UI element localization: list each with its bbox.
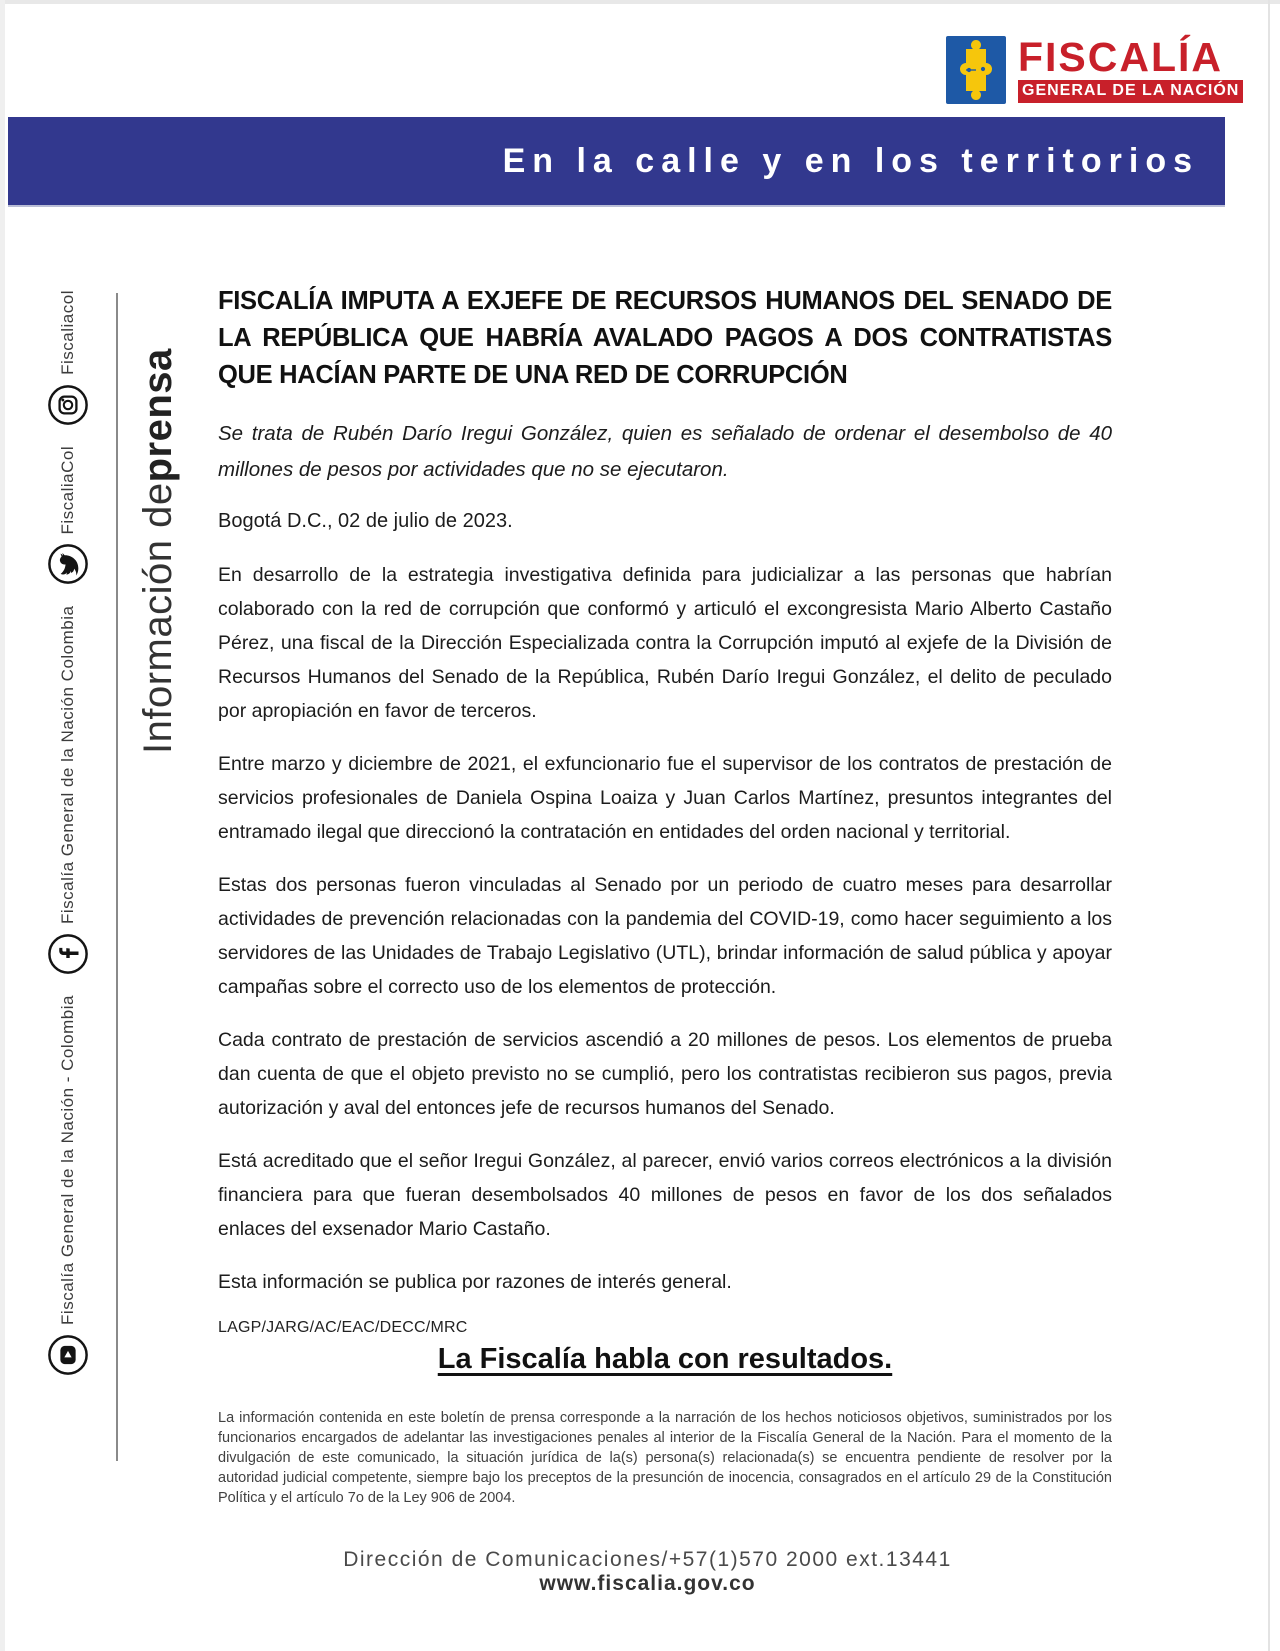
social-entry-instagram[interactable] [47, 290, 89, 426]
social-handle: Fiscaliacol [57, 290, 77, 375]
paragraph: Cada contrato de prestación de servicios ascendió a 20 millones de pesos. Los elementos de prueba dan cuenta de que el objeto previsto no se cumplió, pero los contratistas recibieron sus pagos, previa autorización y aval del entonces jefe de recursos humanos del Senado. [218, 1029, 1112, 1119]
signature-initials: LAGP/JARG/AC/EAC/DECC/MRC [218, 1319, 468, 1336]
scan-edge-right [1268, 0, 1270, 1651]
logo-name: FISCALÍA [1018, 34, 1224, 80]
social-handle: Fiscalía General de la Nación Colombia [57, 605, 77, 925]
puzzle-piece-icon [946, 36, 1006, 104]
campaign-banner [8, 117, 1225, 207]
social-handle: FiscaliaCol [57, 445, 77, 535]
social-entry-youtube[interactable] [47, 995, 89, 1376]
social-entry-twitter[interactable] [47, 446, 89, 586]
youtube-icon [47, 1334, 89, 1376]
fiscalia-logo [946, 34, 1240, 106]
headline: FISCALÍA IMPUTA A EXJEFE DE RECURSOS HUMANOS DEL SENADO DE LA REPÚBLICA QUE HABRÍA AVALADO PAGOS A DOS CONTRATISTAS QUE HACÍAN PARTE DE UNA RED DE CORRUPCIÓN [218, 287, 1112, 389]
social-entry-facebook[interactable] [47, 606, 89, 976]
dateline: Bogotá D.C., 02 de julio de 2023. [218, 510, 513, 532]
paragraph: En desarrollo de la estrategia investigativa definida para judicializar a las personas que habrían colaborado con la red de corrupción que conformó y articuló el excongresista Mario Alberto Castaño Pérez, una fiscal de la Dirección Especializada contra la Corrupción imputó al exjefe de la División de Recursos Humanos del Senado de la República, Rubén Darío Iregui González, el delito de peculado por apropiación en favor de terceros. [218, 564, 1112, 722]
paragraph: Entre marzo y diciembre de 2021, el exfuncionario fue el supervisor de los contratos de prestación de servicios profesionales de Daniela Ospina Loaiza y Juan Carlos Martínez, presuntos integrantes del entramado ilegal que direccionó la contratación en entidades del orden nacional y territorial. [218, 753, 1112, 843]
press-info-label [125, 290, 191, 762]
social-media-strip [40, 290, 95, 1495]
tagline: La Fiscalía habla con resultados. [437, 1343, 893, 1375]
social-handle: Fiscalía General de la Nación - Colombia [57, 995, 77, 1325]
press-info-label-regular: Información de [135, 482, 180, 754]
instagram-icon [47, 384, 89, 426]
scan-edge-top [0, 0, 1280, 4]
paragraph: Está acreditado que el señor Iregui González, al parecer, envió varios correos electrónicos a la división financiera para que fueran desembolsados 40 millones de pesos en favor de los dos señalados enlaces del exsenador Mario Castaño. [218, 1150, 1112, 1240]
footer-website-link[interactable]: www.fiscalia.gov.co [539, 1572, 756, 1595]
paragraph: Esta información se publica por razones de interés general. [218, 1271, 732, 1293]
logo-subtitle: GENERAL DE LA NACIÓN [1018, 80, 1243, 103]
sidebar-divider-line [116, 293, 118, 1461]
footer-contact: Dirección de Comunicaciones/+57(1)570 2000 ext.13441 [343, 1548, 952, 1571]
press-release-body [218, 283, 1112, 1508]
press-info-label-bold: prensa [135, 348, 180, 483]
logo-wordmark [1018, 36, 1243, 106]
facebook-icon [47, 933, 89, 975]
scan-edge-left [0, 0, 5, 1651]
twitter-icon [47, 544, 89, 586]
footer [0, 1548, 1280, 1596]
paragraph: Estas dos personas fueron vinculadas al Senado por un periodo de cuatro meses para desarrollar actividades de prevención relacionadas con la pandemia del COVID-19, como hacer seguimiento a los servidores de las Unidades de Trabajo Legislativo (UTL), brindar información de salud pública y apoyar campañas sobre el correcto uso de los elementos de protección. [218, 874, 1112, 998]
lede: Se trata de Rubén Darío Iregui González, quien es señalado de ordenar el desembolso de 40 millones de pesos por actividades que no se ejecutaron. [218, 422, 1112, 481]
legal-disclaimer: La información contenida en este boletín de prensa corresponde a la narración de los hechos noticiosos objetivos, suministrados por los funcionarios encargados de adelantar las investigaciones penales al interior de la Fiscalía General de la Nación. Para el momento de la divulgación de este comunicado, la situación jurídica de la(s) persona(s) relacionada(s) se encuentra pendiente de resolver por la autoridad judicial competente, siempre bajo los preceptos de la presunción de inocencia, consagrados en el artículo 29 de la Constitución Política y el artículo 7o de la Ley 906 de 2004. [218, 1410, 1112, 1506]
banner-slogan: En la calle y en los territorios [502, 141, 1199, 180]
